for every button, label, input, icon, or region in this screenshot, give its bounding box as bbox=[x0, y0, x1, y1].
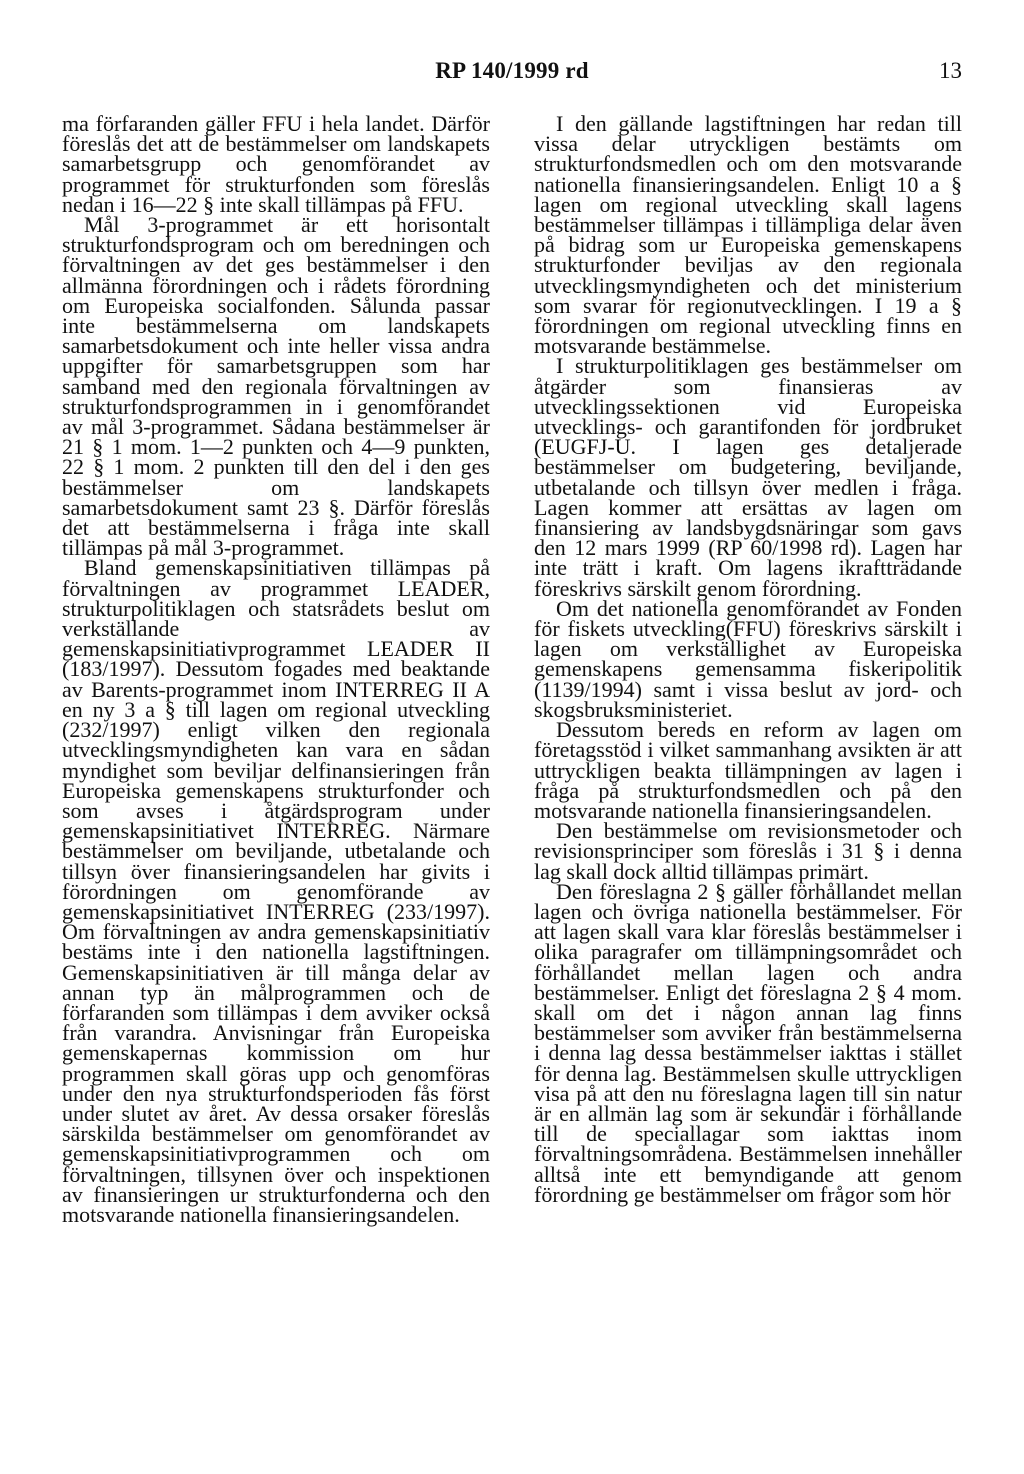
document-reference: RP 140/1999 rd bbox=[435, 58, 589, 83]
paragraph: Dessutom bereds en reform av lagen om företagsstöd i vilket sammanhang avsikten är att uttryckligen beakta tillämpningen av lagen i fråga på strukturfondsmedlen och på den motsvarande nationella finansieringsandelen. bbox=[534, 717, 962, 823]
paragraph: I den gällande lagstiftningen har redan till vissa delar utryckligen bestämts om strukturfondsmedlen och om den motsvarande nationella finansieringsandelen. Enligt 10 a § lagen om regional utveckling skall lagens bestämmelser tillämpas i tillämpliga delar även på bidrag som ur Europeiska gemenskapens strukturfonder beviljas av den regionala utvecklingsmyndigheten och det ministerium som svarar för regionutvecklingen. I 19 a § förordningen om regional utveckling finns en motsvarande bestämmelse. bbox=[534, 111, 962, 359]
paragraph: I strukturpolitiklagen ges bestämmelser om åtgärder som finansieras av utvecklingssektionen vid Europeiska utvecklings- och garantifonden för jordbruket (EUGFJ-U. I lagen ges detaljerade bestämmelser om budgetering, beviljande, utbetalande och tillsyn över medlen i fråga. Lagen kommer att ersättas av lagen om finansiering av landsbygdsnäringar som gavs den 12 mars 1999 (RP 60/1998 rd). Lagen har inte trätt i kraft. Om lagens ikraftträdande föreskrivs särskilt genom förordning. bbox=[534, 353, 962, 601]
paragraph: Bland gemenskapsinitiativen tillämpas på förvaltningen av programmet LEADER, strukturpolitiklagen och statsrådets beslut om verkställande av gemenskapsinitiativprogrammet LEADER II (183/1997). Dessutom fogades med beaktande av Barents-programmet inom INTERREG II A en ny 3 a § till lagen om regional utveckling (232/1997) enligt vilken den regionala utvecklingsmyndigheten kan vara en sådan myndighet som beviljar delfinansieringen från Europeiska gemenskapens strukturfonder och som avses i åtgärdsprogram under gemenskapsinitiativet INTERREG. Närmare bestämmelser om beviljande, utbetalande och tillsyn över finansieringsandelen har givits i förordningen om genomförande av gemenskapsinitiativet INTERREG (233/1997). Om förvaltningen av andra gemenskapsinitiativ bestäms inte i den nationella lagstiftningen. Gemenskapsinitiativen är till många delar av annan typ än målprogrammen och de förfaranden som tillämpas i dem avviker också från varandra. Anvisningar från Europeiska gemenskapernas kommission om hur programmen skall göras upp och genomföras under den nya strukturfondsperioden fås först under slutet av året. Av dessa orsaker föreslås särskilda bestämmelser om genomförandet av gemenskapsinitiativprogrammen och om förvaltningen, tillsynen över och inspektionen av finansieringen ur strukturfonderna och den motsvarande nationella finansieringsandelen. bbox=[62, 555, 490, 1227]
paragraph: Den bestämmelse om revisionsmetoder och revisionsprinciper som föreslås i 31 § i denna lag skall dock alltid tillämpas primärt. bbox=[534, 818, 962, 884]
page-number: 13 bbox=[939, 58, 962, 83]
paragraph: Om det nationella genomförandet av Fonden för fiskets utveckling(FFU) föreskrivs särskilt i lagen om verkställighet av Europeiska gemenskapens gemensamma fiskeripolitik (1139/1994) samt i vissa beslut av jord- och skogsbruksministeriet. bbox=[534, 595, 962, 722]
right-text-column bbox=[534, 111, 962, 1207]
page-header bbox=[62, 58, 962, 90]
left-text-column bbox=[62, 111, 490, 1227]
paragraph: Mål 3-programmet är ett horisontalt strukturfondsprogram och om beredningen och förvaltningen av det ges bestämmelser i den allmänna förordningen och i rådets förordning om Europeiska socialfonden. Sålunda passar inte bestämmelserna om landskapets samarbetsdokument och inte heller vissa andra uppgifter för samarbetsgruppen som har samband med den regionala förvaltningen av strukturfondsprogrammen in i genomförandet av mål 3-programmet. Sådana bestämmelser är 21 § 1 mom. 1—2 punkten och 4—9 punkten, 22 § 1 mom. 2 punkten till den del i den ges bestämmelser om landskapets samarbetsdokument samt 23 §. Därför föreslås det att bestämmelserna i fråga inte skall tillämpas på mål 3-programmet. bbox=[62, 212, 490, 561]
paragraph: ma förfaranden gäller FFU i hela landet. Därför föreslås det att de bestämmelser om landskapets samarbetsgrupp och genomförandet av programmet för strukturfonden som föreslås nedan i 16—22 § inte skall tillämpas på FFU. bbox=[62, 111, 490, 217]
paragraph: Den föreslagna 2 § gäller förhållandet mellan lagen och övriga nationella bestämmelser. För att lagen skall vara klar föreslås bestämmelser i olika paragrafer om tillämpningsområdet och förhållandet mellan lagen och andra bestämmelser. Enligt det föreslagna 2 § 4 mom. skall om det i någon annan lag finns bestämmelser som avviker från bestämmelserna i denna lag dessa bestämmelser iakttas i stället för denna lag. Bestämmelsen skulle uttryckligen visa på att den nu föreslagna lagen till sin natur är en allmän lag som är sekundär i förhållande till de speciallagar som iakttas inom förvaltningsområdena. Bestämmelsen innehåller alltså inte ett bemyndigande att genom förordning ge bestämmelser om frågor som hör bbox=[534, 878, 962, 1207]
